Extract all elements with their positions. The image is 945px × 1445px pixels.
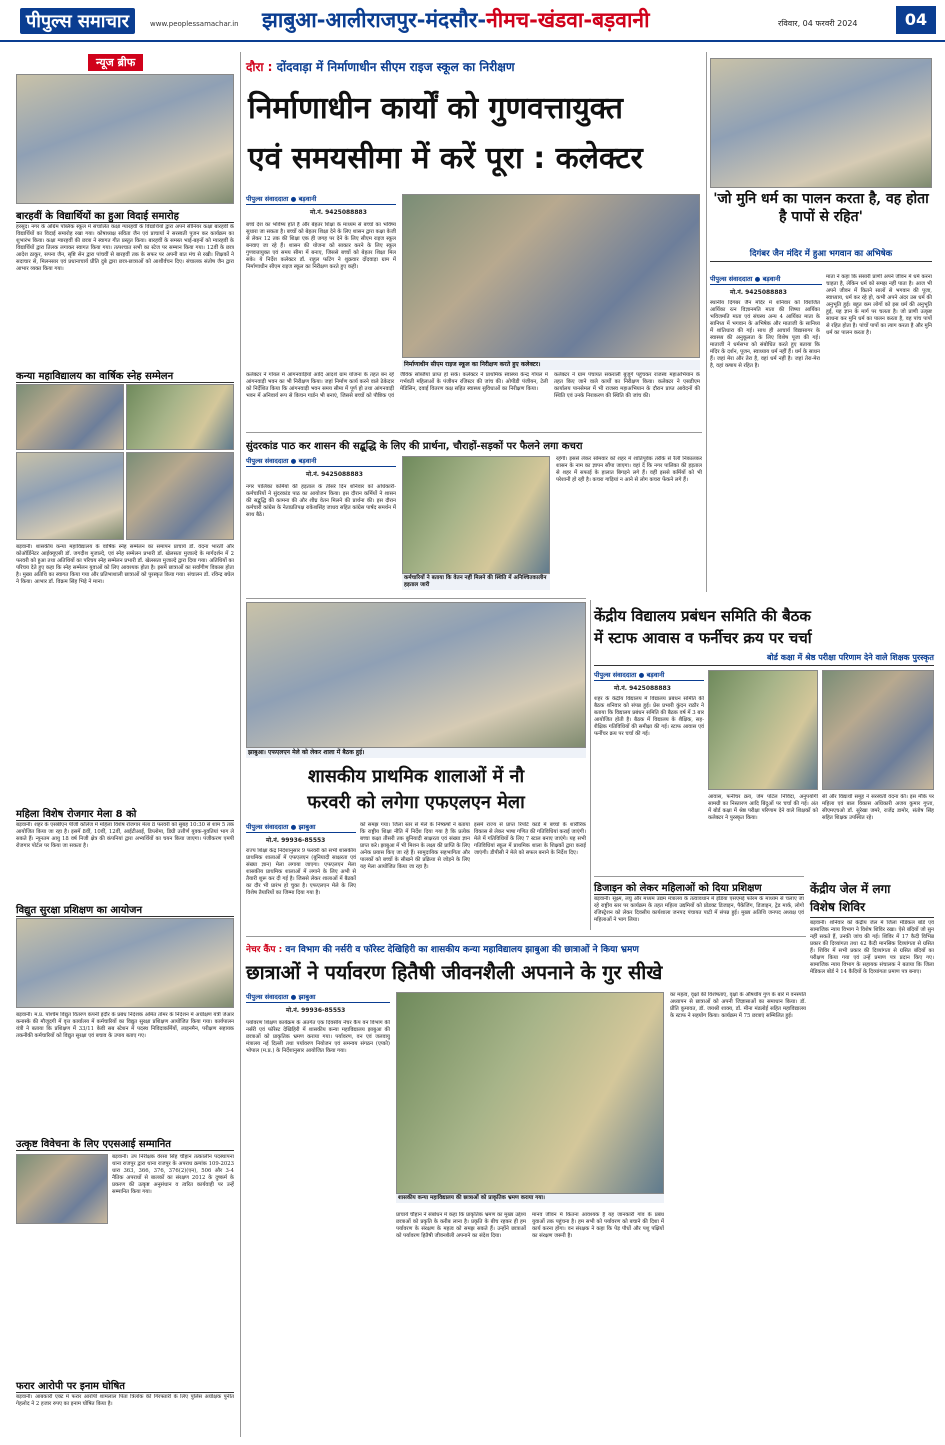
- fln-body-col-1: राज्य शिक्षा केंद्र निर्देशानुसार 9 फरवरी को सभी शासकीय प्राथमिक शालाओं में एफएलएन (बुनियादी साक्षरता एवं संख्या ज्ञान) मेला लगाया जाएगा। एफएलएन मेला शासकीय प्राथमिक शालाओं में लगाने के लिए अभी से तैयारी शुरू कर दी गई है। जिससे लेकर शालाओं में बैठकों का दौर भी प्रारंभ हो चुका है। एफएलएन मेले के लिए विशेष तैयारियों का जिम्मा दिया गया है।: [246, 848, 356, 896]
- sammelan-photo-4: [126, 452, 234, 540]
- kvs-story: [594, 602, 934, 874]
- top-byline: पीपुल्स संवाददाता ● बड़वानी: [246, 194, 396, 205]
- nature-caption: शासकीय कन्या महाविद्यालय की छात्राओं को प्राकृतिक भ्रमण कराया गया।: [396, 1194, 664, 1203]
- top-story: [246, 50, 700, 470]
- jain-subhead: दिगंबर जैन मंदिर में हुआ भगवान का अभिषेक: [710, 248, 932, 262]
- issue-date: रविवार, 04 फरवरी 2024: [778, 19, 858, 28]
- column-divider-left: [240, 52, 241, 1437]
- jain-body-col-1: स्थानीय दिगंबर जैन मंदिर में शनिवार को विराजित आर्यिका रत्न विज्ञानमति माता की शिष्या आर्यिका भविजमति माता एवं संघस्थ अन्य 4 आर्यिका माता के सानिध्य में भगवान के अभिषेक और माताजी के सानिध्य में शांतिधारा की गई। साथ ही आचार्य विद्यासागर के स्वास्थ्य की अनुकूलता के लिए विशेष पूजा की गई। माताजी ने धर्मसभा को संबोधित करते हुए बताया कि मंदिर के दर्शन, पूजन, स्वाध्याय धर्म नहीं हैं। धर्म के साधन हैं। जहां मेरा और तेरा है, वहां धर्म नहीं है। जहां तेरा-मेरा है, वहां कषाय से रहित है।: [710, 300, 820, 369]
- divider-dizaining: [594, 876, 804, 877]
- jail-headline-line-2: विशेष शिविर: [810, 898, 934, 918]
- asi-body: बड़वानी। उप निरीक्षक वेरसा सिंह चौहान तत्कालीन पदस्थापना थाना राजपुर द्वारा थाना राजपुर के अपराध क्रमांक 109-2023 धारा 363, 366, 376, 376(2)(एन), 506 और 3-4 नैतिक अपराधों से बालकों का संरक्षण 2012 के दुष्कर्म के प्रकरण की उत्कृष्ट अनुसंधान व त्वरित कार्यवाही पर उन्हें सम्मानित किया गया।: [112, 1154, 234, 1195]
- vidyut-body: बड़वानी। म.प्र. पश्चिम विद्युत वितरण कंपनी इंदौर के प्रबंध निदेशक अमित तोमर के निर्देशन में अधीक्षण यंत्री जेआर कनास्के की मौजूदगी में वृत्त कार्यालय में कर्मचारियों का विद्युत सुरक्षा प्रशिक्षण आयोजित किया गया। कार्यपालन यंत्री ने बताया कि प्रशिक्षण में 33/11 केवी सब स्टेशन में पदस्थ निविदाकर्मियों, लाइनमैन, परीक्षण सहायक तकनीकी कर्मचारियों को विद्युत सुरक्षा एवं बचाव के उपाय बताए गए।: [16, 1012, 234, 1039]
- masthead: [0, 0, 945, 42]
- asi-photo: [16, 1154, 108, 1224]
- sundarkand-byline: पीपुल्स संवाददाता ● बड़वानी: [246, 456, 396, 467]
- sammelan-photo-2: [126, 384, 234, 450]
- page-number: 04: [896, 6, 936, 34]
- nature-kicker-text: वन विभाग की नर्सरी व फॉरेस्ट देखिहिरी का शासकीय कन्या महाविद्यालय झाबुआ की छात्राओं ने किया भ्रमण: [285, 945, 639, 955]
- fln-body-col-2: को समझ गया। जिला स्तर से मेले के निष्कर्षों ने बताया कि राष्ट्रीय शिक्षा नीति में निर्देश दिया गया है कि प्रत्येक बच्चा कक्षा तीसरी तक बुनियादी साक्षरता एवं संख्या ज्ञान प्राप्त करे। झाबुआ में भी मिशन के लक्ष्य की प्राप्ति के लिए अनेक प्रयास किए जा रहे हैं। सामुदायिक सहभागिता और पालकों को बच्चों के सीखने की प्रक्रिया से जोड़ने के लिए यह मेला आयोजित किया जा रहा है।: [360, 822, 470, 870]
- sammelan-photo-1: [16, 384, 124, 450]
- fln-mobile: मो.नं. 99936-85553: [266, 837, 326, 844]
- kvs-body-col-3: सी और विद्यार्थी समूह ने सरस्वती वंदना की। इस मौके पर महिला एवं बाल विकास अधिकारी अजय कुमार गुप्ता, सीएमएचओ डॉ. सुरेखा जमरे, राजेंद्र डामोर, संतोष सिंह सहित शिक्षक उपस्थित रहे।: [822, 794, 934, 821]
- jail-story: [810, 876, 934, 1436]
- fln-photo: [246, 602, 586, 748]
- top-body-col-1: बच्चे देश का भविष्य होते हैं और बेहतर शिक्षा के माध्यम से बच्चों का भविष्य सुधारा जा सकता है। बच्चों को बेहतर शिक्षा देने के लिए शासन द्वारा कक्षा केजी से लेकर 12 तक की शिक्षा एक ही जगह पर देने के लिए सीएम राइज स्कूल बनवाए जा रहे हैं। शासन की योजना को साकार करने के लिए स्कूल गुणवत्तायुक्त एवं समय सीमा में बनाए, जिससे बच्चों को बेहतर शिक्षा मिल सके। ये निर्देश कलेक्टर डॉ. राहुल फटिंग ने शुक्रवार दोंदवाड़ा ग्राम में निर्माणाधीन सीएम राइज स्कूल का निरीक्षण करते हुए कही।: [246, 222, 396, 270]
- inaam-title: फरार आरोपी पर इनाम घोषित: [16, 1378, 234, 1393]
- column-divider-kvs: [590, 600, 591, 930]
- rozgar-mela-title: महिला विशेष रोजगार मेला 8 को: [16, 806, 234, 821]
- nature-kicker: [246, 942, 806, 955]
- jain-quote: 'जो मुनि धर्म का पालन करता है, वह होता है पापों से रहित': [713, 191, 929, 225]
- nature-byline: पीपुल्स संवाददाता ● झाबुआ: [246, 992, 390, 1003]
- kvs-headline-line-2: में स्टाफ आवास व फर्नीचर क्रय पर चर्चा: [594, 629, 812, 647]
- sundarkand-caption: कर्मचारियों ने बताया कि वेतन नहीं मिलने की स्थिति में अनिश्चितकालीन हड़ताल जारी: [402, 574, 550, 590]
- top-headline-line-2: एवं समयसीमा में करें पूरा : कलेक्टर: [248, 141, 643, 176]
- jain-mobile: मो.नं. 9425088883: [730, 289, 787, 296]
- nature-photo: [396, 992, 664, 1194]
- region-title-b: नीमच-खंडवा-बड़वानी: [486, 8, 650, 32]
- inaam-body: बड़वानी। आबकारी एक्ट में फरार आरोपी शामलाल पिता त्रिलोक की गिरफ्तारी के लिए पुलिस अधीक्षक पुनीत गेहलोद ने 2 हजार रुपए का इनाम घोषित किया है।: [16, 1394, 234, 1407]
- nature-body-col-4: का महत्व, वृक्षों की विशेषताएं, वृक्षों के औषधीय गुण के बारे में वनस्पति अध्यापन से छात्राओं को अपनी जिज्ञासाओं का समाधान किया। डॉ. प्रीति कुमावत, डॉ. जयश्री शाक्य, डॉ. मीना मंडलोई सहित महाविद्यालय के स्टाफ ने सहयोग किया। कार्यक्रम में 75 छात्राएं सम्मिलित हुई।: [670, 992, 806, 1019]
- vidyut-photo: [16, 918, 234, 1008]
- jain-body-col-2: माता ने कहा कि संसारी प्राणी अपने जीवन में धर्म करना चाहता है, लेकिन धर्म को समझ नहीं पाता है। आज भी अपने जीवन में कितने सालों से भगवान की पूजा, स्वाध्याय, धर्म कर रहे हो, कभी अपने अंदर उस धर्म की अनुभूति हुई। बहुत कम लोगों को इस धर्म की अनुभूति हुई, यह ज्ञान के मार्ग पर चलता है। जो प्राणी उत्कृष्ट साधना कर मुनि धर्म का पालन करता है, वह पांच पापों से रहित होता है। पांचों पापों का त्याग करता है और मुनि धर्म का पालन करता है।: [826, 274, 932, 336]
- left-column: [16, 50, 234, 1440]
- sammelan-body: बड़वानी। शासकीय कन्या महाविद्यालय के वार्षिक स्नेह सम्मेलन का समापन प्राचार्य डॉ. वंदना भारती और कोऑर्डिनेटर आईक्यूएसी डॉ. जगदीश मुजाल्दे, एवं स्नेह सम्मेलन प्रभारी डॉ. खेलसता मुजाल्दे के मार्गदर्शन में 2 फरवरी को हुआ तथा अतिथियों का परिचय स्नेह सम्मेलन प्रभारी डॉ. खेलसता मुजाल्दे द्वारा दिया गया। अतिथियों का परिचय देते हुए कहा कि स्नेह सम्मेलन युवाओं को लिए आवश्यक होता है। इसमें छात्राओं का सर्वांगीण विकास होता है। मुख्य अतिथि का स्वागत किया गया और प्रतिभाशाली छात्राओं को पुरस्कृत किया गया। संचालन डॉ. रविन्द्र बघेल ने किया। आभार डॉ. विक्रम सिंह भिड़े ने माना।: [16, 544, 234, 585]
- fln-caption: झाबुआ। एफएलएन मेले को लेकर शाला में बैठक हुई।: [246, 748, 586, 758]
- nature-mobile: मो.नं. 99936-85553: [286, 1007, 346, 1014]
- kvs-photo-2: [822, 670, 934, 790]
- kvs-subhead: बोर्ड कक्षा में श्रेष्ठ परीक्षा परिणाम देने वाले शिक्षक पुरस्कृत: [594, 652, 934, 666]
- fln-headline-line-1: शासकीय प्राथमिक शालाओं में नौ: [307, 766, 525, 787]
- divider-nature: [246, 936, 806, 937]
- fln-body-col-3: इसमें राज्य से प्राप्त रिपोर्ट कार्ड में बच्चों के शारीरिक विकास से लेकर भाषा गणित की गतिविधियां कराई जाएंगी। मेले में गतिविधियों के लिए 7 स्टाल बनाए जाएंगे। यह सभी गतिविधियां स्कूल में प्राथमिक शाला के शिक्षकों द्वारा कराई जाएंगी। डीपीसी ने मेले को सफल बनाने के निर्देश दिए।: [474, 822, 586, 856]
- top-body-col-3: कलेक्टर ने ग्राम पंचायत सकराली बुजुर्ग पहुंचकर राजस्व महाअभियान के तहत किए जाने वाले कार्यों का निरीक्षण किया। कलेक्टर ने एसडीएम कार्यालय पानसेमल में भी राजस्व महाअभियान के दौरान प्राप्त आवेदनों की स्थिति एवं उनके निराकरण की स्थिति की जांच की।: [554, 372, 700, 399]
- region-title: [262, 6, 650, 34]
- nature-body-col-3: मानव जीवन में कितना आवश्यक है यह जानकारी गांव के प्रबंध युवाओं तक पहुंचना है। हम सभी को पर्यावरण को बचाने की दिशा में कार्य करना होगा। वन संरक्षक ने कहा कि पेड़ पौधों और पशु पक्षियों का संरक्षण जरूरी है।: [532, 1212, 664, 1239]
- newspaper-logo: पीपुल्स समाचार: [20, 8, 135, 34]
- dizaining-headline: डिजाइन को लेकर महिलाओं को दिया प्रशिक्षण: [594, 880, 804, 895]
- vidyut-title: विद्युत सुरक्षा प्रशिक्षण का आयोजन: [16, 902, 234, 917]
- divider-sundarkand: [246, 432, 702, 433]
- rozgar-mela-body: बड़वानी। शहर के एसबीएन पीजी कॉलेज में महिला विशेष रोजगार मेला 8 फरवरी को सुबह 10:30 से शाम 5 तक आयोजित किया जा रहा है। इसमें 8वीं, 10वीं, 12वीं, आईटीआई, डिप्लोमा, डिग्री उत्तीर्ण युवक-युवतियां भाग ले सकते हैं। न्यूनतम आयु 18 वर्ष निजी क्षेत्र की कंपनियां द्वारा अभ्यर्थियों का चयन किया जाएगा। पंजीकरण एमपी रोजगार पोर्टल पर किया जा सकता है।: [16, 822, 234, 849]
- jail-headline-line-1: केंद्रीय जेल में लगा: [810, 882, 891, 896]
- top-kicker: [246, 58, 700, 75]
- sundarkand-photo: [402, 456, 550, 574]
- news-brief-label: न्यूज ब्रीफ: [88, 54, 143, 71]
- kvs-mobile: मो.नं. 9425088883: [614, 685, 671, 692]
- sammelan-photo-3: [16, 452, 124, 540]
- jain-photo: [710, 58, 932, 188]
- sundarkand-headline: सुंदरकांड पाठ कर शासन की सद्बुद्धि के लिए की प्रार्थना, चौराहों-सड़कों पर फैलने लगा कचरा: [246, 441, 583, 452]
- region-title-a: झाबुआ-आलीराजपुर-मंदसौर-: [262, 8, 487, 32]
- divider-fln: [246, 598, 586, 599]
- farewell-title: बारहवीं के विद्यार्थियों का हुआ विदाई समारोह: [16, 208, 234, 223]
- fln-byline: पीपुल्स संवाददाता ● झाबुआ: [246, 822, 356, 833]
- nature-kicker-label: नेचर कैंप :: [246, 945, 283, 955]
- nature-body-col-2: प्राचार्य चौहान ने संबोधन में कहा कि प्राकृतिक भ्रमण का मुख्य उद्देश्य छात्राओं को प्रकृति के करीब लाना है। प्रकृति के बीच रहकर ही हम पर्यावरण के संरक्षण के महत्व को समझ सकते हैं। उन्होंने छात्राओं को पर्यावरण हितैषी जीवनशैली अपनाने का संदेश दिया।: [396, 1212, 526, 1239]
- dizaining-body: बड़वानी। सूक्ष्म, लघु और मध्यम उद्यम मंत्रालय के तत्वावधान में इंडिया एसएमई फोरम के माध्यम से चलाए जा रहे राष्ट्रीय स्तर पर कार्यक्रम के तहत महिला उद्यमियों को प्रोडक्ट डिजाइन, पैकेजिंग, डिजाइन, ट्रेड मार्क, लोगो रजिस्ट्रेशन को लेकर दिवसीय कार्यशाला जनपद पंचायत पाटी में संपन्न हुई। मुख्य अतिथि जनपद अध्यक्ष एवं महिलाओं ने भाग लिया।: [594, 896, 804, 923]
- sundarkand-body-2: रहेगी। इससे लेकर सोमवार को शहर में शांतिपूर्वक तरीके से रैली निकालकर शासन के नाम का ज्ञापन सौंपा जाएगा। वहां दें कि नगर पालिका की हड़ताल से शहर में सफाई के हालात बिगड़ने लगे हैं। वहीं इससे कर्मियों को भी परेशानी हो रही है। कचरा गाड़ियां न आने से लोग कचरा फेंकने लगे हैं।: [556, 456, 702, 483]
- kvs-headline-line-1: केंद्रीय विद्यालय प्रबंधन समिति की बैठक: [594, 607, 811, 625]
- jain-story: [710, 50, 932, 600]
- sammelan-title: कन्या महाविद्यालय का वार्षिक स्नेह सम्मेलन: [16, 368, 234, 383]
- sundarkand-mobile: मो.नं. 9425088883: [306, 471, 363, 478]
- nature-body-col-1: पर्यावरण शिक्षण कार्यक्रम के अंतर्गत एक दिवसीय नेचर कैंप वन विभाग की नर्सरी एवं फॉरेस्ट देखिहिरी में शासकीय कन्या महाविद्यालय झाबुआ की छात्राओं को प्राकृतिक भ्रमण कराया गया। पर्यावरण, वन एवं जलवायु मंत्रालय नई दिल्ली तथा पर्यावरण नियोजन एवं समन्वय संगठन (एप्को) भोपाल (म.प्र.) के निर्देशानुसार आयोजित किया गया।: [246, 1020, 390, 1054]
- column-divider-right: [706, 52, 707, 592]
- kvs-photo-1: [708, 670, 818, 790]
- website-url: www.peoplessamachar.in: [150, 20, 239, 28]
- fln-headline-line-2: फरवरी को लगेगा एफएलएन मेला: [307, 792, 525, 813]
- top-story-photo: [402, 194, 700, 358]
- nature-headline: छात्राओं ने पर्यावरण हितैषी जीवनशैली अपनाने के गुर सीखे: [246, 961, 663, 984]
- kvs-byline: पीपुल्स संवाददाता ● बड़वानी: [594, 670, 704, 681]
- top-mobile: मो.नं. 9425088883: [310, 209, 367, 216]
- sundarkand-body-1: नगर पालिका कर्मियों की हड़ताल के तीसरे दिन शनिवार को अधिकारी-कर्मचारियों ने सुंदरकांड पाठ का आयोजन किया। इस दौरान कर्मियों ने शासन की सद्बुद्धि की कामना की और शीघ्र वेतन मिलने की प्रार्थना की। इस दौरान कर्मचारी कांग्रेस के नेताप्रतिपक्ष राकेशसिंह जाधव सहित कांग्रेस पार्षद समर्थन में साथ बैठे।: [246, 484, 396, 518]
- farewell-photo: [16, 74, 234, 204]
- top-photo-caption: निर्माणाधीन सीएम राइज स्कूल का निरीक्षण करते हुए कलेक्टर।: [402, 360, 700, 370]
- dizaining-story: [594, 880, 804, 932]
- jail-body: बड़वानी। शनिवार को केंद्रीय जेल में जिला मेडिकल बोर्ड एवं सामाजिक न्याय विभाग ने विशेष शिविर रखा। ऐसे बंदियों जो सुन नहीं सकते हैं, उनकी जांच की गई। शिविर में 17 कैदी विभिन्न प्रकार की दिव्यांगता तथा 42 कैदी मानसिक दिव्यांगता से ग्रसित हैं। शिविर में सभी प्रकार की दिव्यांगता से ग्रसित बंदियों का परीक्षण किया गया एवं उन्हें प्रमाण पत्र प्रदान किए गए। सामाजिक न्याय विभाग के सहायक संचालक ने बताया कि जिला मेडिकल बोर्ड ने 14 कैदियों के दिव्यांगता प्रमाण पत्र बनाए।: [810, 920, 934, 975]
- jain-byline: पीपुल्स संवाददाता ● बड़वानी: [710, 274, 822, 285]
- kvs-body-col-1: शहर के केंद्रीय विद्यालय में विद्यालय प्रबंधन समिति की बैठक शनिवार को संपन्न हुई। प्रेस प्रभारी कुंदन राठौर ने बताया कि विद्यालय प्रबंधन समिति की बैठक वर्ष में 3 बार आयोजित होती है। बैठक में विद्यालय के शैक्षिक, सह-शैक्षिक गतिविधियों की समीक्षा की गई। स्टाफ आवास एवं फर्नीचर क्रय पर चर्चा की गई।: [594, 696, 704, 737]
- nature-camp-story: [246, 940, 806, 1440]
- asi-title: उत्कृष्ट विवेचना के लिए एएसआई सम्मानित: [16, 1136, 234, 1151]
- top-body-col-2: कलेक्टर ने गोयल में आंगनवाड़ियों आदि आदर्श ग्राम योजना के तहत बन रहे आंगनवाड़ी भवन का भी निरीक्षण किया। जहां निर्माण कार्य करने वाले ठेकेदार को निर्देशित किया कि आंगनवाड़ी भवन समय सीमा में पूर्ण हो तथा आंगनवाड़ी भवन में अनिवार्य रूप से किचन गार्डन भी बनाएं, जिससे बच्चों को पौष्टिक एवं जैविक सब्जियां प्राप्त हो सके। कलेक्टर ने प्राथमिक स्वास्थ्य केन्द्र गोयल में गर्भवती महिलाओं के पंजीयन रजिस्टर की जांच की। ओपीडी पंजीयन, टेली मेडिसिन, दवाई वितरण कक्ष सहित स्वास्थ्य सुविधाओं का निरीक्षण किया।: [246, 372, 548, 399]
- kvs-body-col-2: आवास, फर्नीचर क्रय, जेम पोर्टल निविदा, अनुपयोगी सामग्री का निस्तारण आदि बिंदुओं पर चर्चा की गई। अंत में बोर्ड कक्षा में श्रेष्ठ परीक्षा परिणाम देने वाले शिक्षकों को कलेक्टर ने पुरस्कृत किया।: [708, 794, 818, 821]
- top-kicker-label: दौरा :: [246, 60, 273, 74]
- top-headline-line-1: निर्माणाधीन कार्यों को गुणवत्तायुक्त: [248, 91, 623, 126]
- fln-story: [246, 602, 586, 932]
- sundarkand-story: [246, 436, 702, 596]
- top-kicker-text: दोंदवाड़ा में निर्माणाधीन सीएम राइज स्कूल का निरीक्षण: [276, 60, 515, 74]
- farewell-body: हरसूद। नगर के अग्रिम पब्लिक स्कूल में संचालित कक्षा ग्यारहवीं के विद्यार्थियों द्वारा अपने सीनियर कक्षा बारहवीं के विद्यार्थियों का विदाई समारोह रखा गया। कोषाध्यक्ष सविता जैन एवं प्राचार्या ने सरस्वती पूजन कर कार्यक्रम का शुभारंभ किया। कक्षा ग्यारहवीं की छात्रा ने स्वागत गीत प्रस्तुत किया। बारहवीं के समस्त भाई-बहनों को ग्यारहवीं के विद्यार्थियों द्वारा तिलक लगाकर स्वागत किया गया। तत्पश्चात सभी का स्टेज पर सम्मान किया गया। 12वीं के छात्र आदेश ठाकुर, सपना जैन, सृष्टि सेन द्वारा पांचवीं से बारहवीं तक के सफर पर अपनी बात मंच से रखी। शिक्षकों ने सदाचार से, मिलनसार एवं प्रधानाचार्य प्रीति दुबे द्वारा छात्र-छात्राओं को आशीर्वचन दिए। संचालक संतोष जैन द्वारा आभार व्यक्त किया गया।: [16, 224, 234, 272]
